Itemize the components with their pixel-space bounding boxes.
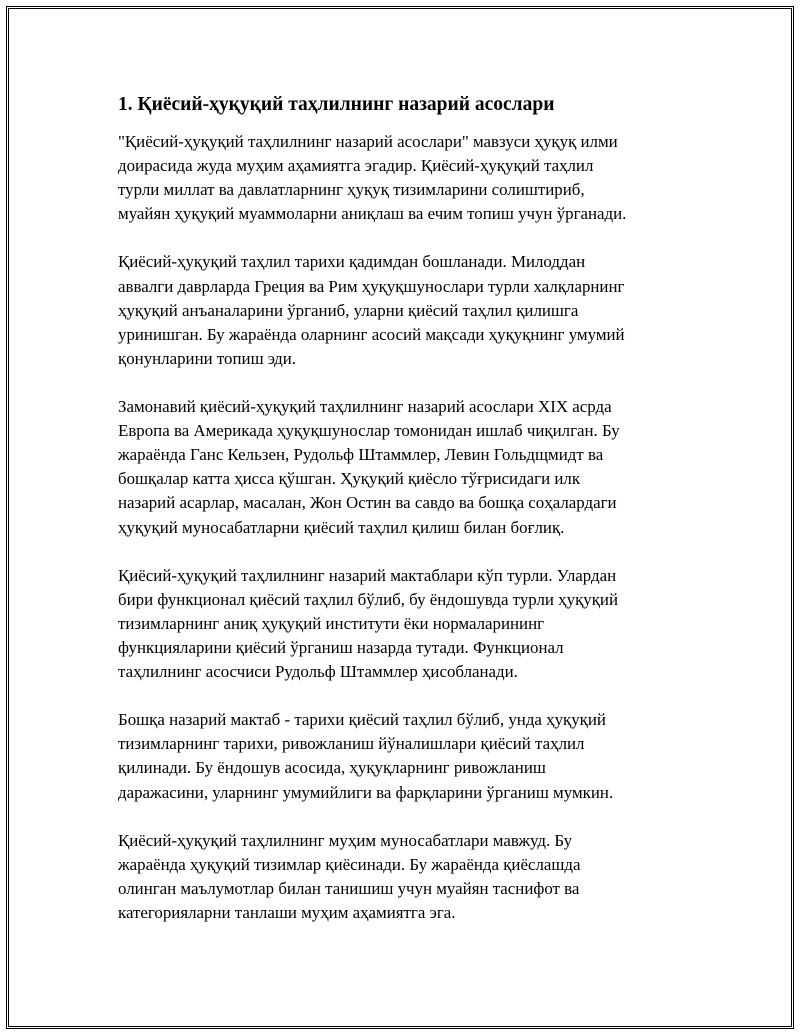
- text-line: бошқалар катта ҳисса қўшган. Ҳуқуқий қиёсло тўғрисидаги илк: [118, 469, 581, 489]
- text-line: категорияларни танлаши муҳим аҳамиятга эга.: [118, 903, 456, 922]
- text-line: ҳуқуқий муносабатларни қиёсий таҳлил қилиш билан боғлиқ.: [118, 517, 565, 537]
- section-heading: 1. Қиёсий-ҳуқуқий таҳлилнинг назарий асослари: [118, 94, 555, 115]
- paragraph-6: [118, 829, 678, 925]
- text-line: жараёнда ҳуқуқий тизимлар қиёсинади. Бу жараёнда қиёслашда: [118, 854, 581, 874]
- text-line: аввалги даврларда Греция ва Рим ҳуқуқшунослари турли халқларнинг: [118, 276, 625, 296]
- document-body: [118, 92, 678, 949]
- text-line: олинган маълумотлар билан танишиш учун муайян таснифот ва: [118, 878, 580, 898]
- text-line: жараёнда Ганс Кельзен, Рудольф Штаммлер, Левин Гольдщмидт ва: [118, 445, 604, 465]
- text-line: Бошқа назарий мактаб - тарихи қиёсий таҳлил бўлиб, унда ҳуқуқий: [118, 710, 606, 730]
- text-line: функцияларини қиёсий ўрганиш назарда тутади. Функционал: [118, 637, 564, 657]
- text-line: Замонавий қиёсий-ҳуқуқий таҳлилнинг назарий асослари XIX асрда: [118, 397, 612, 417]
- text-line: муайян ҳуқуқий муаммоларни аниқлаш ва ечим топиш учун ўрганади.: [118, 204, 627, 224]
- text-line: Қиёсий-ҳуқуқий таҳлилнинг муҳим муносабатлари мавжуд. Бу: [118, 830, 573, 850]
- text-line: "Қиёсий-ҳуқуқий таҳлилнинг назарий асослари" мавзуси ҳуқуқ илми: [118, 132, 618, 151]
- text-line: таҳлилнинг асосчиси Рудольф Штаммлер ҳисобланади.: [118, 662, 518, 682]
- text-line: турли миллат ва давлатларнинг ҳуқуқ тизимларини солиштириб,: [118, 180, 585, 200]
- text-line: назарий асарлар, масалан, Жон Остин ва савдо ва бошқа соҳалардаги: [118, 493, 617, 513]
- text-line: бири функционал қиёсий таҳлил бўлиб, бу ёндошувда турли ҳуқуқий: [118, 589, 619, 609]
- text-line: уринишган. Бу жараёнда оларнинг асосий мақсади ҳуқуқнинг умумий: [118, 324, 625, 344]
- paragraph-2: [118, 250, 678, 370]
- text-line: даражасини, уларнинг умумийлиги ва фарқларини ўрганиш мумкин.: [118, 782, 614, 802]
- text-line: Европа ва Америкада ҳуқуқшунослар томонидан ишлаб чиқилган. Бу: [118, 421, 620, 441]
- text-line: тизимларнинг аниқ ҳуқуқий институти ёки нормаларининг: [118, 613, 545, 633]
- paragraph-4: [118, 564, 678, 684]
- text-line: тизимларнинг тарихи, ривожланиш йўналишлари қиёсий таҳлил: [118, 734, 585, 754]
- text-line: доирасида жуда муҳим аҳамиятга эгадир. Қиёсий-ҳуқуқий таҳлил: [118, 156, 594, 176]
- text-line: қилинади. Бу ёндошув асосида, ҳуқуқларнинг ривожланиш: [118, 758, 546, 778]
- text-line: Қиёсий-ҳуқуқий таҳлил тарихи қадимдан бошланади. Милоддан: [118, 252, 586, 272]
- text-line: қонунларини топиш эди.: [118, 348, 297, 368]
- text-line: ҳуқуқий анъаналарини ўрганиб, уларни қиёсий таҳлил қилишга: [118, 300, 579, 320]
- text-line: Қиёсий-ҳуқуқий таҳлилнинг назарий мактаблари кўп турли. Улардан: [118, 565, 617, 585]
- paragraph-5: [118, 708, 678, 804]
- paragraph-3: [118, 395, 678, 540]
- paragraph-1: [118, 130, 678, 226]
